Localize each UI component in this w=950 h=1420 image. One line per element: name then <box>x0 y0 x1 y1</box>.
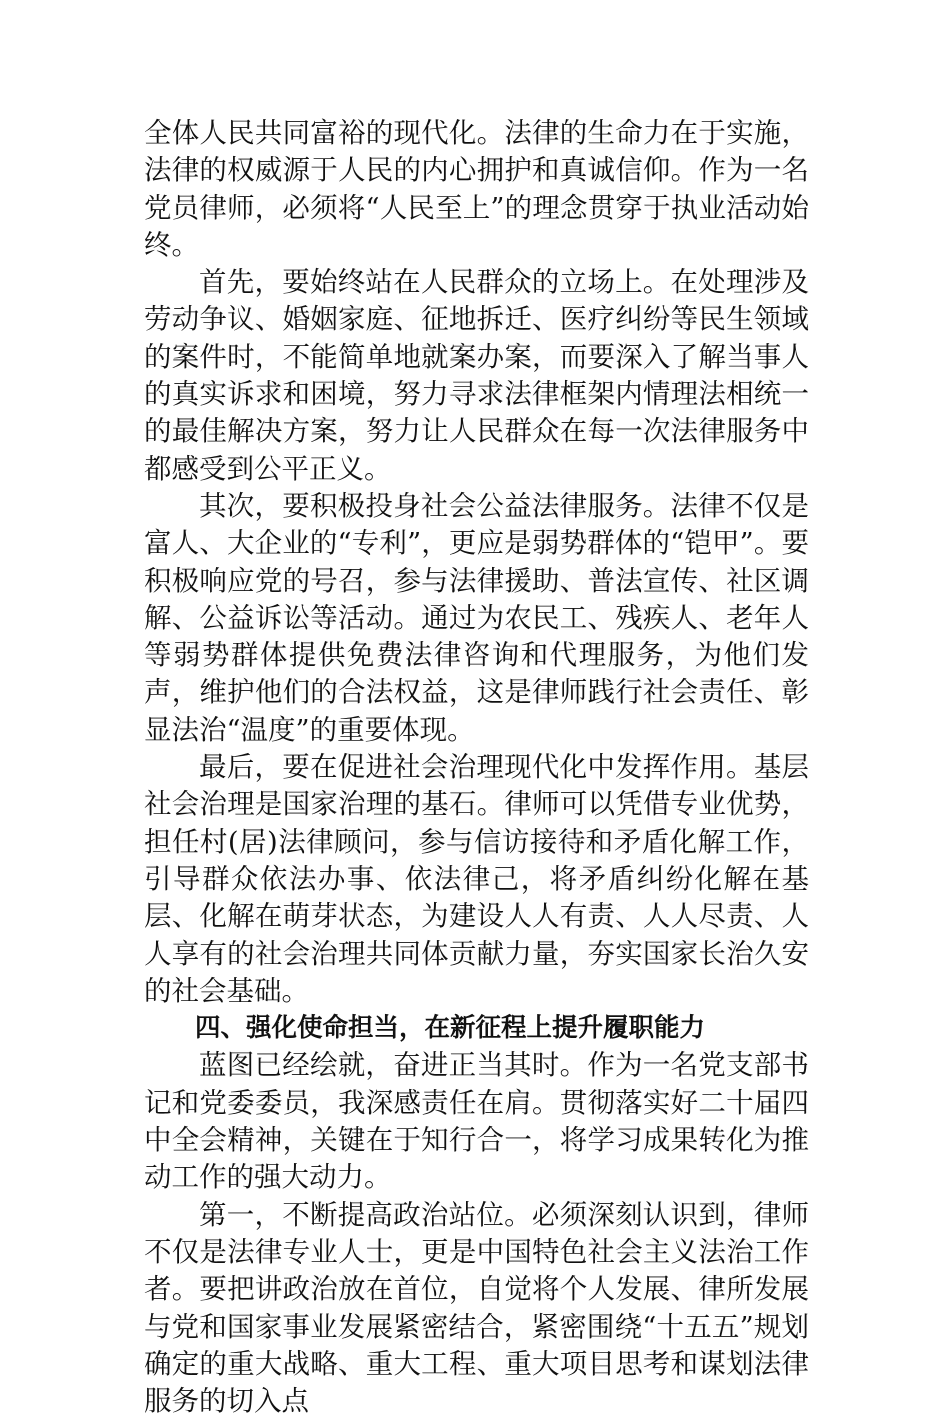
document-body <box>144 115 809 1420</box>
section-heading-four: 四、强化使命担当，在新征程上提升履职能力 <box>195 1013 706 1044</box>
paragraph-political-stance: 第一，不断提高政治站位。必须深刻认识到，律师不仅是法律专业人士，更是中国特色社会主义法治工作者。要把讲政治放在首位，自觉将个人发展、律所发展与党和国家事业发展紧密结合，紧密围绕“十五五”规划确定的重大战略、重大工程、重大项目思考和谋划法律服务的切入点 <box>144 1198 809 1418</box>
paragraph-first-point: 首先，要始终站在人民群众的立场上。在处理涉及劳动争议、婚姻家庭、征地拆迁、医疗纠纷等民生领域的案件时，不能简单地就案办案，而要深入了解当事人的真实诉求和困境，努力寻求法律框架内情理法相统一的最佳解决方案，努力让人民群众在每一次法律服务中都感受到公平正义。 <box>144 266 809 485</box>
paragraph-second-point: 其次，要积极投身社会公益法律服务。法律不仅是富人、大企业的“专利”，更应是弱势群体的“铠甲”。要积极响应党的号召，参与法律援助、普法宣传、社区调解、公益诉讼等活动。通过为农民工、残疾人、老年人等弱势群体提供免费法律咨询和代理服务，为他们发声，维护他们的合法权益，这是律师践行社会责任、彰显法治“温度”的重要体现。 <box>144 489 809 746</box>
paragraph-section-intro: 蓝图已经绘就，奋进正当其时。作为一名党支部书记和党委委员，我深感责任在肩。贯彻落实好二十届四中全会精神，关键在于知行合一，将学习成果转化为推动工作的强大动力。 <box>144 1049 809 1194</box>
paragraph-last-point: 最后，要在促进社会治理现代化中发挥作用。基层社会治理是国家治理的基石。律师可以凭借专业优势，担任村(居)法律顾问，参与信访接待和矛盾化解工作，引导群众依法办事、依法律己，将矛盾纠纷化解在基层、化解在萌芽状态，为建设人人有责、人人尽责、人人享有的社会治理共同体贡献力量，夯实国家长治久安的社会基础。 <box>144 751 809 1007</box>
paragraph-continuation: 全体人民共同富裕的现代化。法律的生命力在于实施，法律的权威源于人民的内心拥护和真诚信仰。作为一名党员律师，必须将“人民至上”的理念贯穿于执业活动始终。 <box>144 117 809 261</box>
